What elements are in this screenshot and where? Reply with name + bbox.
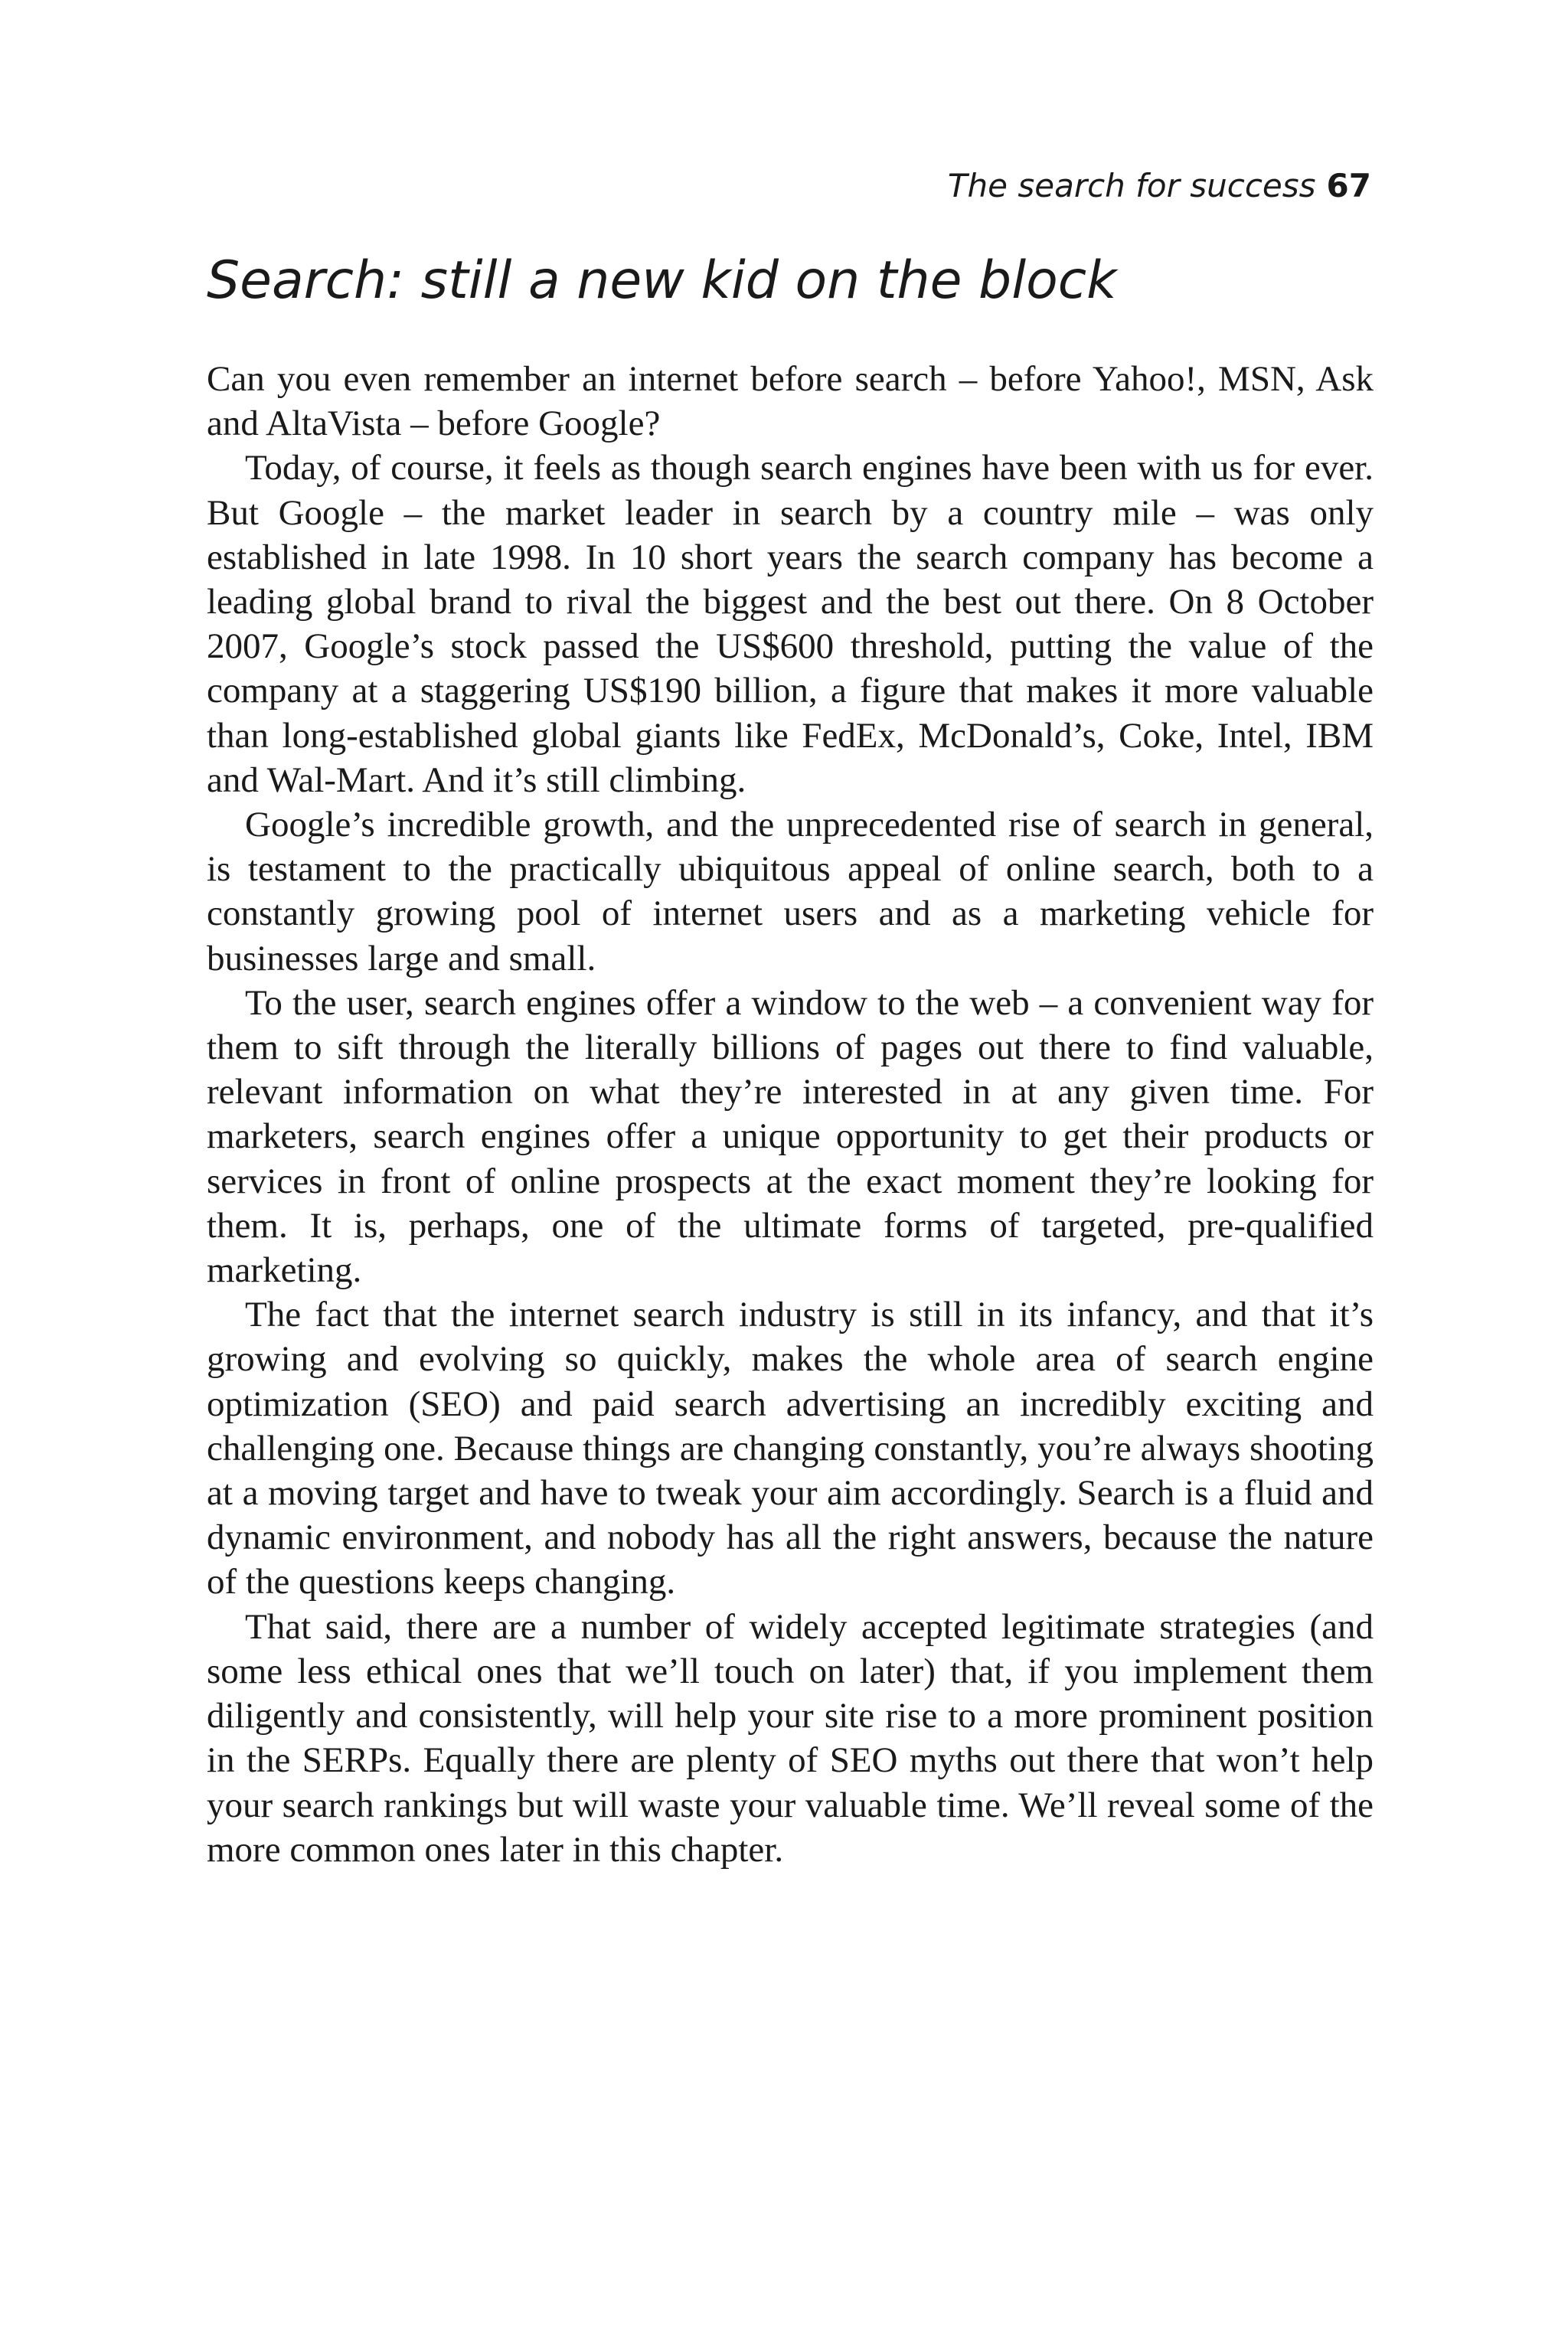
paragraph-4: To the user, search engines offer a window to the web – a convenient way for them to sift through the literally billions of pages out there to find valuable, relevant information on what they’re interested in at any given time. For marketers, search engines offer a unique opportunity to get their products or services in front of online prospects at the exact moment they’re looking for them. It is, perhaps, one of the ultimate forms of targeted, pre-qualified marketing.: [207, 982, 1374, 1291]
section-heading: Search: still a new kid on the block: [207, 250, 1117, 311]
paragraph-6: That said, there are a number of widely accepted legitimate strategies (and some less ethical ones that we’ll touch on later) that, if you implement them diligently and consistently, will help your site rise to a more prominent position in the SERPs. Equally there are plenty of SEO myths out there that won’t help your search rankings but will waste your valuable time. We’ll reveal some of the more common ones later in this chapter.: [207, 1606, 1374, 1870]
body-text: [207, 357, 1374, 1872]
paragraph-2: Today, of course, it feels as though search engines have been with us for ever. But Google – the market leader in search by a country mile – was only established in late 1998. In 10 short years the search company has become a leading global brand to rival the biggest and the best out there. On 8 October 2007, Google’s stock passed the US$600 threshold, putting the value of the company at a staggering US$190 billion, a figure that makes it more valuable than long-established global giants like FedEx, McDonald’s, Coke, Intel, IBM and Wal-Mart. And it’s still climbing.: [207, 448, 1374, 800]
paragraph-3: Google’s incredible growth, and the unprecedented rise of search in general, is testament to the practically ubiquitous appeal of online search, both to a constantly growing pool of internet users and as a marketing vehicle for businesses large and small.: [207, 805, 1374, 978]
page-number: 67: [1326, 167, 1371, 204]
running-head-title: The search for success: [947, 167, 1316, 204]
running-head: [947, 167, 1371, 204]
paragraph-1: Can you even remember an internet before search – before Yahoo!, MSN, Ask and AltaVista – before Google?: [207, 359, 1374, 444]
paragraph-5: The fact that the internet search industry is still in its infancy, and that it’s growing and evolving so quickly, makes the whole area of search engine optimization (SEO) and paid search advertising an incredibly exciting and challenging one. Because things are changing constantly, you’re always shooting at a moving target and have to tweak your aim accordingly. Search is a fluid and dynamic environment, and nobody has all the right answers, because the nature of the questions keeps changing.: [207, 1295, 1374, 1602]
